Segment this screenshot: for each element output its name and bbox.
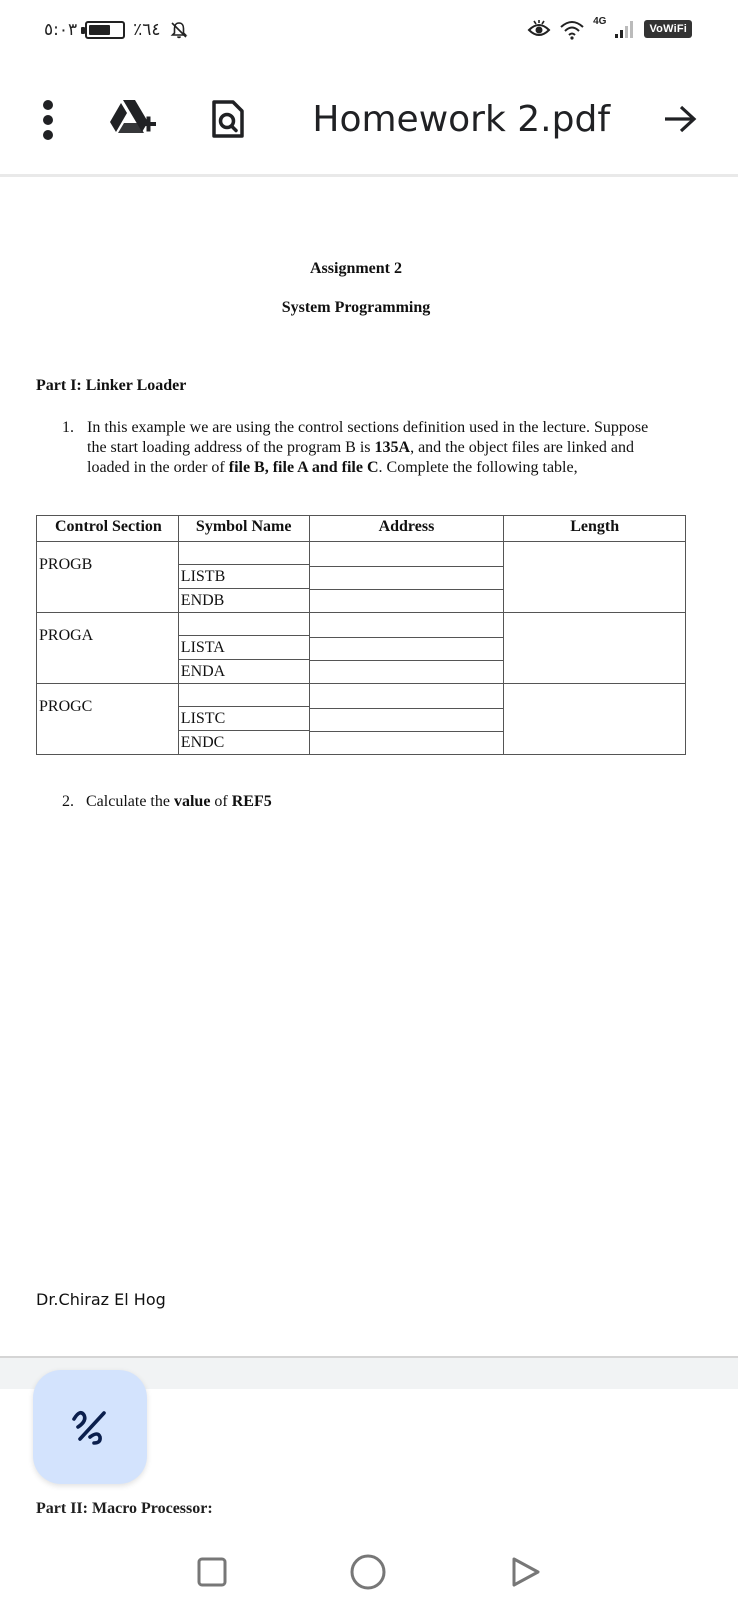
arrow-forward-icon[interactable]	[660, 102, 700, 136]
assignment-title: Assignment 2	[309, 260, 402, 277]
length-cell[interactable]	[504, 684, 686, 755]
symbol-table	[36, 515, 686, 755]
status-time: ٥:٠٣	[44, 20, 78, 40]
battery-percent: ٪٦٤	[133, 20, 161, 40]
network-type: 4G	[593, 15, 607, 27]
back-button[interactable]	[505, 1552, 545, 1592]
status-left	[44, 20, 189, 40]
symbol-cell: ENDC	[179, 730, 309, 754]
part1-heading: Part I: Linker Loader	[36, 377, 187, 394]
toolbar-divider	[0, 174, 738, 177]
header-length: Length	[504, 516, 686, 542]
square-icon	[196, 1556, 228, 1588]
address-cell[interactable]	[310, 637, 504, 660]
annotate-button[interactable]	[33, 1370, 147, 1484]
document-search-icon[interactable]	[210, 98, 246, 140]
table-row	[37, 684, 686, 755]
table-header-row	[37, 516, 686, 542]
part2-heading: Part II: Macro Processor:	[36, 1500, 213, 1517]
symbol-cell: LISTB	[179, 564, 309, 588]
eye-icon	[527, 18, 551, 40]
circle-icon	[349, 1553, 387, 1591]
question-2-text: Calculate the value of REF5	[86, 793, 272, 810]
symbol-cell: LISTA	[179, 635, 309, 659]
question-1-number: 1.	[62, 419, 74, 436]
triangle-icon	[508, 1555, 542, 1589]
address-cell[interactable]	[310, 731, 504, 754]
control-section-cell: PROGB	[39, 556, 93, 573]
signal-icon	[614, 19, 636, 39]
more-vert-icon[interactable]	[36, 98, 60, 142]
recent-apps-button[interactable]	[192, 1552, 232, 1592]
vowifi-badge: VoWiFi	[644, 20, 692, 38]
control-section-cell: PROGA	[39, 627, 94, 644]
question-1	[62, 418, 666, 478]
battery-icon	[85, 21, 125, 39]
status-right	[527, 15, 692, 40]
course-title: System Programming	[281, 299, 431, 316]
system-nav-bar	[0, 1540, 738, 1600]
annotate-pen-icon	[68, 1405, 112, 1449]
question-2-number: 2.	[62, 793, 74, 810]
address-cell[interactable]	[310, 708, 504, 731]
question-2	[62, 793, 272, 811]
question-1-text: In this example we are using the control sections definition used in the lecture. Suppose the start loading address of the program B is 135A, and the object files are linked and loaded in the order of file B, file A and file C. Complete the following table,	[87, 419, 649, 476]
drive-add-icon[interactable]	[108, 98, 158, 138]
symbol-cell: ENDB	[179, 588, 309, 612]
status-bar	[0, 0, 738, 64]
length-cell[interactable]	[504, 613, 686, 684]
length-cell[interactable]	[504, 542, 686, 613]
address-cell[interactable]	[310, 566, 504, 589]
symbol-cell: LISTC	[179, 706, 309, 730]
address-cell[interactable]	[310, 660, 504, 683]
home-button[interactable]	[348, 1552, 388, 1592]
table-row	[37, 613, 686, 684]
symbol-cell: ENDA	[179, 659, 309, 683]
header-control-section: Control Section	[37, 516, 179, 542]
bell-off-icon	[169, 20, 189, 40]
document-title: Homework 2.pdf	[312, 99, 610, 140]
table-row	[37, 542, 686, 613]
author-footer: Dr.Chiraz El Hog	[36, 1290, 166, 1309]
header-address: Address	[309, 516, 504, 542]
wifi-icon	[559, 18, 585, 40]
address-cell[interactable]	[310, 589, 504, 612]
control-section-cell: PROGC	[39, 698, 93, 715]
header-symbol-name: Symbol Name	[178, 516, 309, 542]
